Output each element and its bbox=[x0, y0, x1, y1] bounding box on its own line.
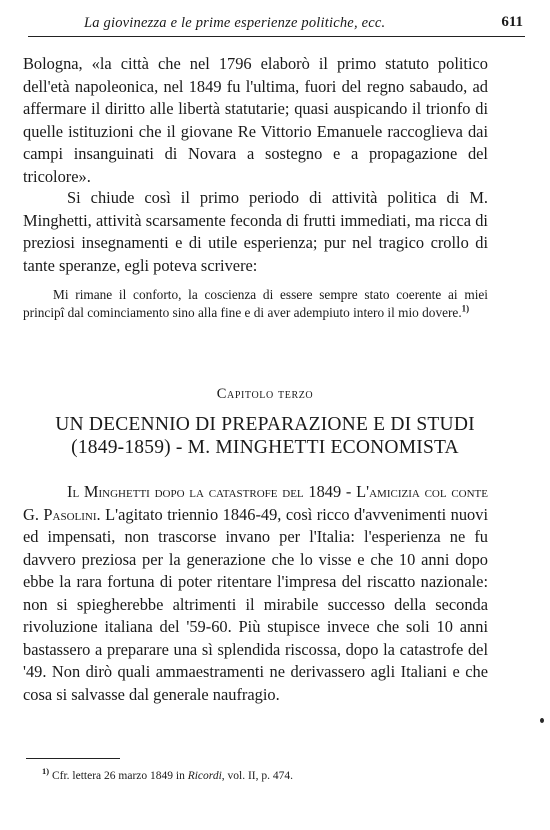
block-quote bbox=[23, 286, 488, 323]
page-header bbox=[28, 14, 525, 37]
page-number: 611 bbox=[501, 14, 523, 30]
chapter-title bbox=[25, 413, 505, 459]
chapter-title-line-1: UN DECENNIO DI PREPARAZIONE E DI STUDI bbox=[55, 414, 475, 435]
ink-speck bbox=[540, 718, 544, 723]
chapter-title-line-2: (1849-1859) - M. MINGHETTI ECONOMISTA bbox=[71, 437, 459, 458]
footnote-source: Ricordi bbox=[187, 770, 222, 782]
section-body: L'agitato triennio 1846-49, così ricco d'avvenimenti nuovi ed impensati, non trascorse invano per l'Italia: l'esperienza ne fu davvero preziosa per la generazione che lo visse e che 10 anni dopo ebbe la rara fortuna di poter ritentare l'impresa del riscatto nazionale: non si spiegherebbe altrimenti il mirabile successo della seconda rivoluzione italiana del '59-60. Più stupisce invece che soli 10 anni bastassero a preparare una sì splendida riscossa, dopo la catastrofe del '49. Non dirò quali ammaestramenti ne derivassero agli Italiani e che cosa si salvasse dal generale naufragio. bbox=[23, 504, 488, 704]
footnote-text: Cfr. lettera 26 marzo 1849 in bbox=[51, 770, 185, 782]
paragraph-bologna: Bologna, «la città che nel 1796 elaborò il primo statuto politico dell'età napoleonica, nel 1849 fu l'ultima, fuori del regno sabaudo, ad affermare il diritto alle libertà statutarie; quasi auspicando il trionfo di quelle istituzioni che il giovane Re Vittorio Emanuele raccoglieva dai campi insanguinati di Novara a sostegno e a propagazione del tricolore». bbox=[23, 54, 488, 186]
paragraph-first-period: Si chiude così il primo periodo di attività politica di M. Minghetti, attività scarsamente feconda di frutti immediati, ma ricca di preziosi insegnamenti e di utile esperienza; pur nel tragico crollo di tante speranze, egli poteva scrivere: bbox=[23, 188, 488, 275]
section-heading: Il Minghetti dopo la catastrofe del 1849 - L'amicizia col conte G. Pasolini. bbox=[23, 482, 488, 524]
footnote-number: 1) bbox=[42, 766, 50, 777]
footnote bbox=[42, 766, 502, 784]
quote-text: Mi rimane il conforto, la coscienza di essere sempre stato coerente ai miei principî dal cominciamento sino alla fine e di aver adempiuto intero il mio dovere. bbox=[23, 287, 488, 321]
section-paragraph bbox=[23, 481, 488, 706]
footnote-citation: , vol. II, p. 474. bbox=[221, 770, 294, 782]
footnote-reference: 1) bbox=[461, 303, 470, 314]
chapter-label: Capitolo terzo bbox=[216, 386, 314, 402]
footnote-divider bbox=[26, 758, 120, 759]
running-title: La giovinezza e le prime esperienze politiche, ecc. bbox=[84, 15, 386, 31]
